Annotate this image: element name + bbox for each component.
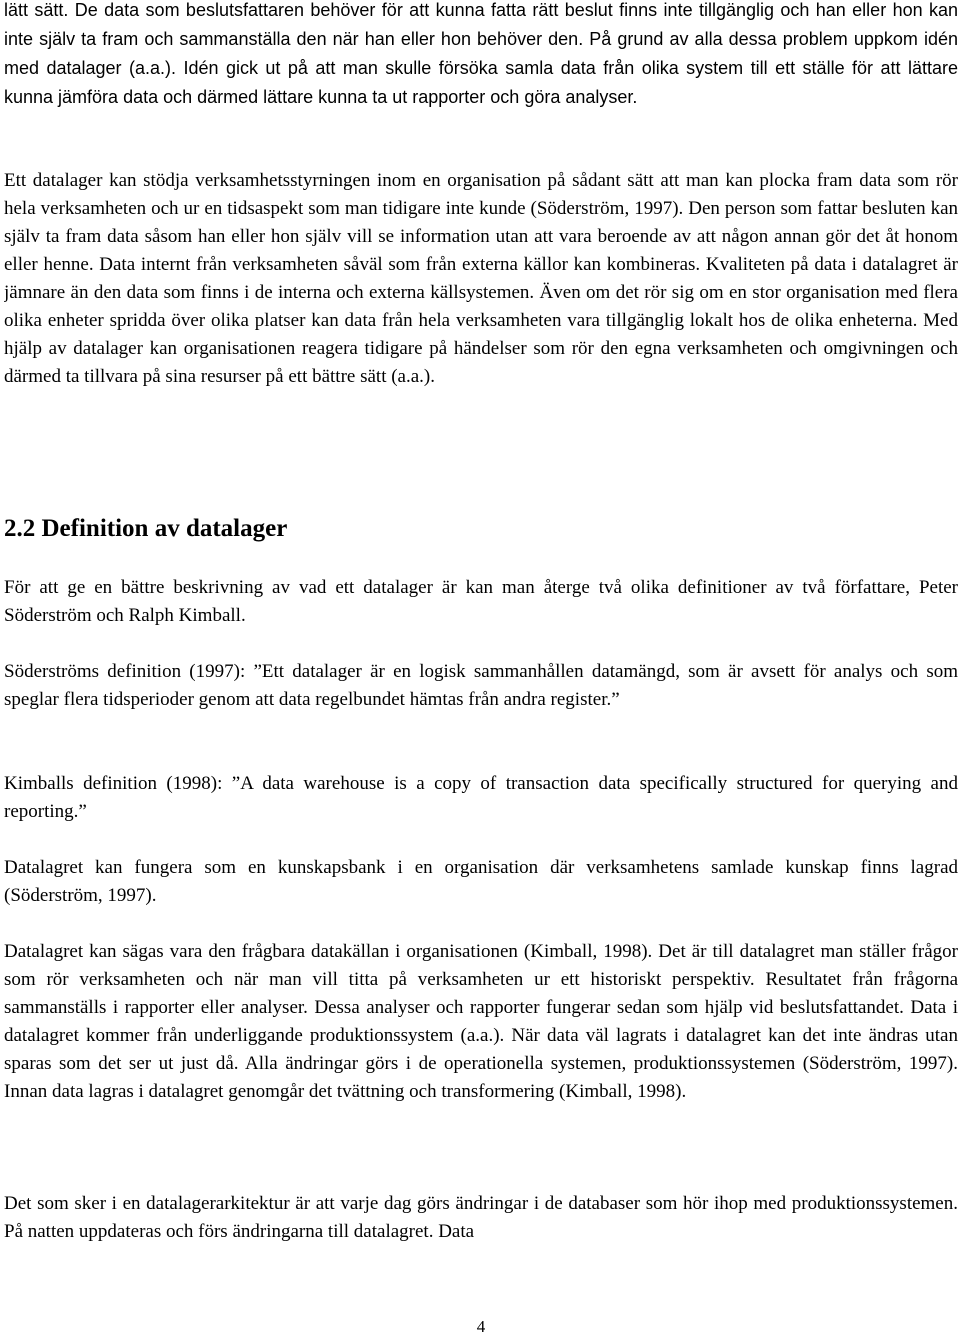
paragraph-intro-sans-part: lätt sätt. De data som beslutsfattaren behöver för att kunna fatta rätt beslut finns inte tillgänglig och han eller hon kan inte själv ta fram och sammanställa den när han eller hon behöver den. På grund av alla dessa problem uppkom idén med datalager (a.a.). <box>4 0 958 78</box>
paragraph-definitions-intro: För att ge en bättre beskrivning av vad ett datalager är kan man återge två olika definitioner av två författare, Peter Söderström och Ralph Kimball. <box>4 577 958 626</box>
paragraph-kunskapsbank: Datalagret kan fungera som en kunskapsbank i en organisation där verksamhetens samlade kunskap finns lagrad (Söderström, 1997). <box>4 857 958 906</box>
document-page <box>4 0 958 1339</box>
page-number: 4 <box>476 1317 486 1336</box>
paragraph-intro-serif-part: Idén gick ut på att man skulle försöka samla data från olika system till ett ställe för att lättare kunna jämföra data och därmed lättare kunna ta ut rapporter och göra analyser. <box>4 58 958 107</box>
paragraph-fragbara-datakallan: Datalagret kan sägas vara den frågbara datakällan i organisationen (Kimball, 1998). Det är till datalagret man ställer frågor som rör verksamheten och när man vill titta på verksamheten ur ett historiskt perspektiv. Resultatet från frågorna sammanställs i rapporter eller analyser. Dessa analyser och rapporter fungerar sedan som hjälp vid beslutsfattandet. Data i datalagret kommer från underliggande produktionssystem (a.a.). När data väl lagrats i datalagret kan det inte ändras utan sparas som det ser ut just då. Alla ändringar görs i de operationella systemen, produktionssystemen (Söderström, 1997). Innan data lagras i datalagret genomgår det tvättning och transformering (Kimball, 1998). <box>4 941 958 1102</box>
paragraph-datalagerarkitektur: Det som sker i en datalagerarkitektur är att varje dag görs ändringar i de databaser som hör ihop med produktionssystemen. På natten uppdateras och förs ändringarna till datalagret. Data <box>4 1193 958 1242</box>
paragraph-soderstrom-definition: Söderströms definition (1997): ”Ett datalager är en logisk sammanhållen datamängd, som är avsett för analys och som speglar flera tidsperioder genom att data regelbundet hämtas från andra register.” <box>4 661 958 710</box>
section-heading: 2.2 Definition av datalager <box>4 515 288 542</box>
paragraph-intro <box>4 0 958 112</box>
paragraph-kimball-definition: Kimballs definition (1998): ”A data warehouse is a copy of transaction data specifically structured for querying and reporting.” <box>4 773 958 822</box>
paragraph-verksamhetsstyrning: Ett datalager kan stödja verksamhetsstyrningen inom en organisation på sådant sätt att man kan plocka fram data som rör hela verksamheten och ur en tidsaspekt som man tidigare inte kunde (Söderström, 1997). Den person som fattar besluten kan själv ta fram data såsom han eller hon själv vill se information utan att vara beroende av att någon annan gör det åt honom eller henne. Data internt från verksamheten såväl som från externa källor kan kombineras. Kvaliteten på data i datalagret är jämnare än den data som finns i de interna och externa källsystemen. Även om det rör sig om en stor organisation med flera olika enheter spridda över olika platser kan data från hela verksamheten vara tillgänglig lokalt hos de olika enheterna. Med hjälp av datalager kan organisationen reagera tidigare på händelser som rör den egna verksamheten och omgivningen och därmed ta tillvara på sina resurser på ett bättre sätt (a.a.). <box>4 170 958 387</box>
